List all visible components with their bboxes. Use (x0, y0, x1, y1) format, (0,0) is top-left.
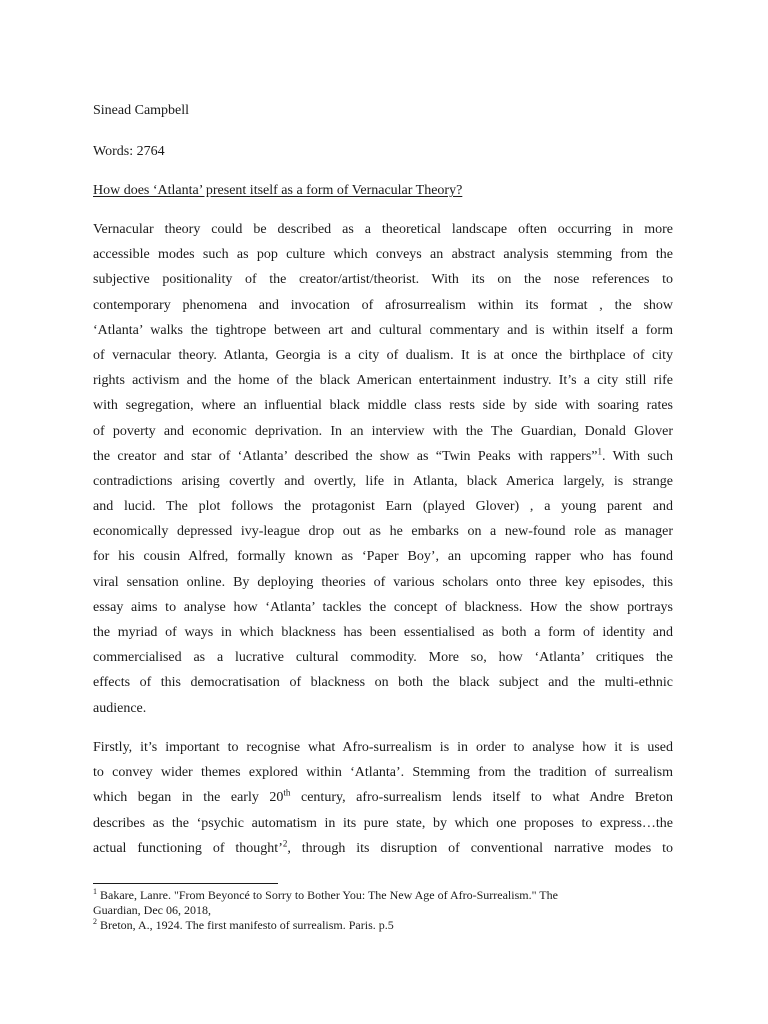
text-fragment: century, afro-surrealism lends itself to what Andre Breton (290, 790, 673, 806)
text-line: essay aims to analyse how ‘Atlanta’ tackles the concept of blackness. How the show portrays (93, 599, 673, 615)
text-line: describes as the ‘psychic automatism in its pure state, by which one proposes to express…the (93, 815, 673, 831)
footnote-mark: 2 (93, 917, 97, 926)
text-line-with-footnote-ref (93, 444, 673, 469)
text-line: the myriad of ways in which blackness has been essentialised as both a form of identity and (93, 625, 673, 640)
text-line: of poverty and economic deprivation. In an interview with the The Guardian, Donald Glover (93, 423, 673, 439)
text-fragment: , through its disruption of conventional narrative modes to (287, 840, 673, 856)
text-line: effects of this democratisation of blackness on both the black subject and the multi-ethnic (93, 675, 673, 691)
text-line: for his cousin Alfred, formally known as ‘Paper Boy’, an upcoming rapper who has found (93, 549, 673, 565)
text-line: audience. (93, 700, 147, 716)
text-line: commercialised as a lucrative cultural commodity. More so, how ‘Atlanta’ critiques the (93, 650, 673, 666)
footnote-1-continued: Guardian, Dec 06, 2018, (93, 903, 211, 917)
text-line-with-footnote-ref (93, 836, 673, 861)
author-name: Sinead Campbell (93, 103, 190, 118)
footnote-mark: 1 (93, 887, 97, 896)
text-fragment: . With such (602, 448, 673, 464)
paragraph-afro-surrealism (93, 735, 673, 861)
footnote-2 (93, 918, 673, 933)
text-fragment: the creator and star of ‘Atlanta’ described the show as “Twin Peaks with rappers” (93, 448, 598, 464)
text-line: viral sensation online. By deploying theories of various scholars onto three key episodes, this (93, 574, 673, 590)
text-line: subjective positionality of the creator/artist/theorist. With its on the nose references to (93, 272, 673, 288)
text-fragment: which began in the early 20 (93, 790, 284, 806)
text-line-with-superscript (93, 785, 673, 810)
word-count: Words: 2764 (93, 144, 165, 159)
text-fragment: actual functioning of thought’ (93, 840, 283, 856)
footnote-text: Bakare, Lanre. "From Beyoncé to Sorry to Bother You: The New Age of Afro-Surrealism." The (97, 888, 558, 902)
text-line: ‘Atlanta’ walks the tightrope between art and cultural commentary and is within itself a form (93, 322, 673, 338)
ordinal-superscript: th (283, 787, 291, 798)
footnote-text: Breton, A., 1924. The first manifesto of surrealism. Paris. p.5 (97, 918, 394, 932)
text-line: of vernacular theory. Atlanta, Georgia is a city of dualism. It is at once the birthplace of city (93, 347, 673, 363)
text-line: with segregation, where an influential black middle class rests side by side with soaring rates (93, 398, 673, 414)
text-line: contemporary phenomena and invocation of afrosurrealism within its format , the show (93, 297, 673, 313)
footnotes (93, 888, 673, 933)
text-line: Vernacular theory could be described as a theoretical landscape often occurring in more (93, 222, 673, 237)
footnote-1 (93, 888, 673, 903)
footnote-ref-1[interactable]: 1 (597, 446, 602, 457)
footnote-ref-2[interactable]: 2 (282, 838, 288, 849)
text-line: economically depressed ivy-league drop out as he embarks on a new-found role as manager (93, 524, 673, 540)
paragraph-intro (93, 217, 673, 721)
text-line: to convey wider themes explored within ‘Atlanta’. Stemming from the tradition of surrealism (93, 765, 673, 781)
text-line: rights activism and the home of the black American entertainment industry. It’s a city still rife (93, 373, 673, 389)
text-line: and lucid. The plot follows the protagonist Earn (played Glover) , a young parent and (93, 499, 673, 515)
text-line: Firstly, it’s important to recognise what Afro-surrealism is in order to analyse how it is used (93, 740, 673, 755)
essay-title: How does ‘Atlanta’ present itself as a form of Vernacular Theory? (93, 183, 463, 198)
footnote-separator (93, 883, 278, 884)
text-line: contradictions arising covertly and overtly, life in Atlanta, black America largely, is strange (93, 473, 673, 489)
text-line: accessible modes such as pop culture which conveys an abstract analysis stemming from the (93, 247, 673, 263)
